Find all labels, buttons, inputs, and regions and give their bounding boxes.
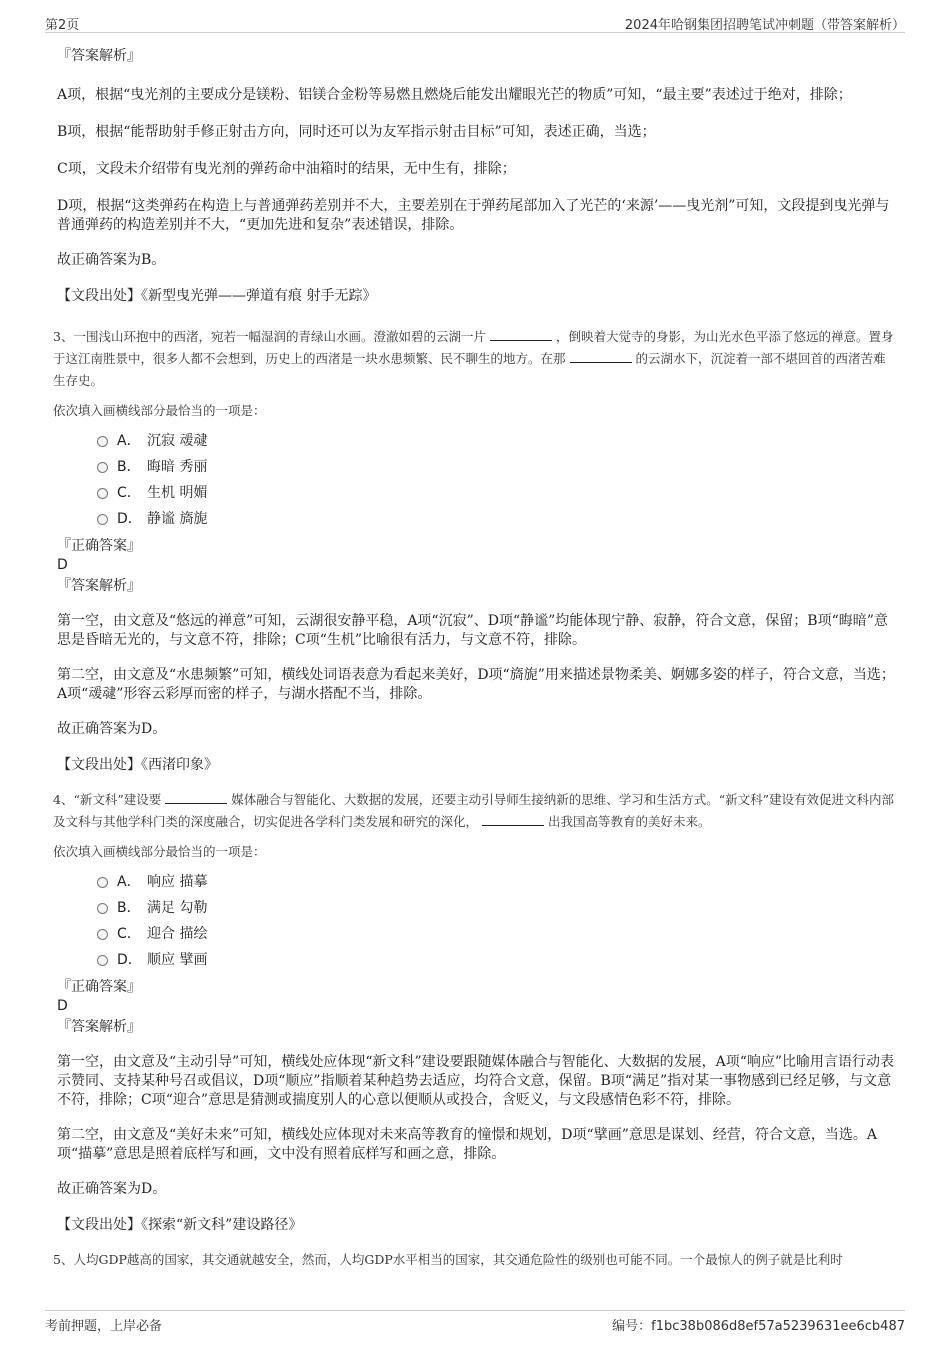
question-prompt: 依次填入画横线部分最恰当的一项是： bbox=[53, 403, 266, 418]
radio-icon[interactable] bbox=[97, 903, 108, 914]
radio-icon[interactable] bbox=[97, 929, 108, 940]
fill-blank bbox=[490, 328, 552, 341]
question-prompt: 依次填入画横线部分最恰当的一项是： bbox=[53, 844, 266, 859]
source: 【文段出处】《新型曳光弹——弹道有痕 射手无踪》 bbox=[57, 288, 377, 304]
conclusion: 故正确答案为B。 bbox=[57, 252, 166, 268]
conclusion: 故正确答案为D。 bbox=[57, 1181, 167, 1197]
option-c[interactable]: C． 生机 明媚 bbox=[97, 480, 897, 506]
analysis-blank-1: 第一空，由文意及“悠远的禅意”可知，云湖很安静平稳，A项“沉寂”、D项“静谧”均能体现宁静、寂静，符合文意，保留；B项“晦暗”意思是昏暗无光的，与文意不符，排除；C项“生机”比喻很有活力，与文意不符，排除。 bbox=[57, 613, 888, 648]
radio-icon[interactable] bbox=[97, 488, 108, 499]
option-a[interactable]: A． 响应 描摹 bbox=[97, 869, 897, 895]
document-body bbox=[53, 40, 897, 1271]
analysis-blank-2: 第二空，由文意及“美好未来”可知，横线处应体现对未来高等教育的憧憬和规划，D项“擘画”意思是谋划、经营，符合文意，当选。A项“描摹”意思是照着底样写和画，文中没有照着底样写和画之意，排除。 bbox=[57, 1127, 877, 1162]
correct-answer: D bbox=[57, 557, 68, 573]
stem-part-2: ，倒映着大觉寺的身影，为山光水色平添了悠远的禅意。置身于这江南胜景中，很多人都不会想到，历史上的西渚是一块水患频繁、民不聊生的地方。在那 bbox=[53, 329, 894, 366]
analysis-label: 『答案解析』 bbox=[57, 578, 141, 594]
question-2-analysis bbox=[57, 46, 897, 306]
radio-icon[interactable] bbox=[97, 462, 108, 473]
correct-answer-label: 『正确答案』 bbox=[57, 979, 141, 995]
page-footer bbox=[45, 1310, 905, 1335]
stem-part-1: 3、一围浅山环抱中的西渚，宛若一幅湿润的青绿山水画。澄澈如碧的云湖一片 bbox=[53, 329, 486, 344]
source: 【文段出处】《探索“新文科”建设路径》 bbox=[57, 1217, 303, 1233]
fill-blank bbox=[570, 350, 632, 363]
option-b[interactable]: B． 晦暗 秀丽 bbox=[97, 454, 897, 480]
analysis-blank-2: 第二空，由文意及“水患频繁”可知，横线处词语表意为看起来美好，D项“旖旎”用来描述景物柔美、婀娜多姿的样子，符合文意，当选；A项“叆叇”形容云彩厚而密的样子，与湖水搭配不当，排除。 bbox=[57, 667, 895, 702]
source: 【文段出处】《西渚印象》 bbox=[57, 757, 218, 773]
document-title: 2024年哈钢集团招聘笔试冲刺题（带答案解析） bbox=[624, 18, 905, 33]
analysis-option-d: D项，根据“这类弹药在构造上与普通弹药差别并不大，主要差别在于弹药尾部加入了光芒的‘来源’——曳光剂”可知，文段提到曳光弹与普通弹药的构造差别并不大，“更加先进和复杂”表述错误，排除。 bbox=[57, 198, 890, 233]
radio-icon[interactable] bbox=[97, 514, 108, 525]
stem-part-1: 4、“新文科”建设要 bbox=[53, 792, 162, 807]
radio-icon[interactable] bbox=[97, 955, 108, 966]
question-3 bbox=[53, 326, 897, 775]
document-id: 编号：f1bc38b086d8ef57a5239631ee6cb487 bbox=[612, 1319, 905, 1334]
page-header bbox=[45, 12, 905, 33]
stem-part-3: 的云湖水下，沉淀着一部不堪回首的西渚苦难生存史。 bbox=[53, 351, 886, 388]
option-b[interactable]: B． 满足 勾勒 bbox=[97, 895, 897, 921]
option-c[interactable]: C． 迎合 描绘 bbox=[97, 921, 897, 947]
analysis-label: 『答案解析』 bbox=[57, 48, 141, 64]
analysis-label: 『答案解析』 bbox=[57, 1019, 141, 1035]
options-list bbox=[57, 428, 897, 532]
correct-answer: D bbox=[57, 998, 68, 1014]
fill-blank bbox=[482, 813, 544, 826]
fill-blank bbox=[165, 791, 227, 804]
option-a[interactable]: A． 沉寂 叆叇 bbox=[97, 428, 897, 454]
analysis-option-b: B项，根据“能帮助射手修正射击方向，同时还可以为友军指示射击目标”可知，表述正确，当选； bbox=[57, 124, 656, 140]
option-d[interactable]: D． 静谧 旖旎 bbox=[97, 506, 897, 532]
stem-part-2: 媒体融合与智能化、大数据的发展，还要主动引导师生接纳新的思维、学习和生活方式。“新文科”建设有效促进文科内部及文科与其他学科门类的深度融合，切实促进各学科门类发展和研究的深化， bbox=[53, 792, 895, 829]
conclusion: 故正确答案为D。 bbox=[57, 721, 167, 737]
question-5 bbox=[53, 1249, 897, 1271]
option-d[interactable]: D． 顺应 擘画 bbox=[97, 947, 897, 973]
footer-slogan: 考前押题，上岸必备 bbox=[45, 1319, 163, 1334]
question-4 bbox=[53, 789, 897, 1235]
question-stem bbox=[53, 326, 897, 392]
question-stem bbox=[53, 789, 897, 833]
analysis-option-a: A项，根据“曳光剂的主要成分是镁粉、铝镁合金粉等易燃且燃烧后能发出耀眼光芒的物质”可知，“最主要”表述过于绝对，排除； bbox=[57, 87, 852, 103]
analysis-option-c: C项，文段未介绍带有曳光剂的弹药命中油箱时的结果，无中生有，排除； bbox=[57, 161, 516, 177]
analysis-blank-1: 第一空，由文意及“主动引导”可知，横线处应体现“新文科”建设要跟随媒体融合与智能化、大数据的发展，A项“响应”比喻用言语行动表示赞同、支持某种号召或倡议，D项“顺应”指顺着某种趋势去适应，均符合文意，保留。B项“满足”指对某一事物感到已经足够，与文意不符，排除；C项“迎合”意思是猜测或揣度别人的心意以便顺从或投合，含贬义，与文段感情色彩不符，排除。 bbox=[57, 1054, 895, 1108]
radio-icon[interactable] bbox=[97, 436, 108, 447]
radio-icon[interactable] bbox=[97, 877, 108, 888]
question-stem: 5、人均GDP越高的国家，其交通就越安全，然而，人均GDP水平相当的国家，其交通危险性的级别也可能不同。一个最惊人的例子就是比利时 bbox=[53, 1252, 843, 1267]
correct-answer-label: 『正确答案』 bbox=[57, 538, 141, 554]
page-number: 第2页 bbox=[45, 18, 80, 33]
options-list bbox=[57, 869, 897, 973]
stem-part-3: 出我国高等教育的美好未来。 bbox=[548, 814, 711, 829]
